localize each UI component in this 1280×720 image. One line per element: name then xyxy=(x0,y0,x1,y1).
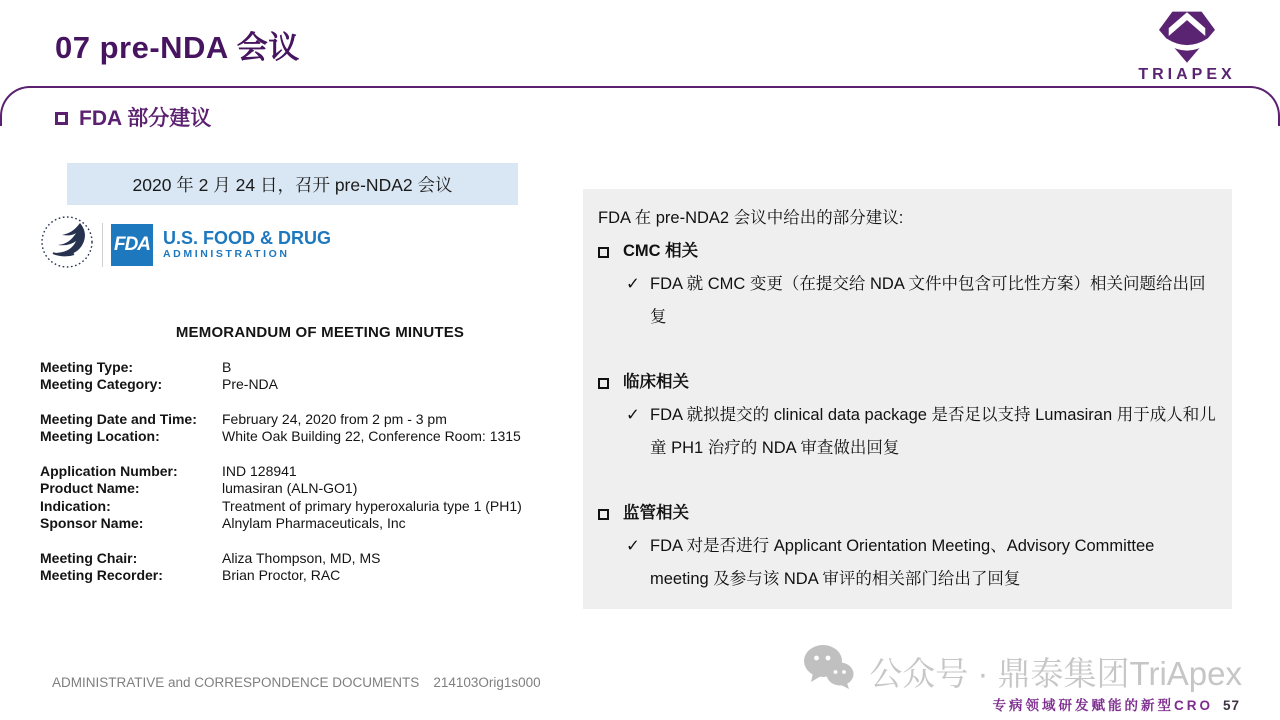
memo-row xyxy=(40,411,600,429)
checkmark-icon: ✓ xyxy=(626,406,640,424)
memo-row xyxy=(40,498,600,516)
memo-label: Sponsor Name: xyxy=(40,515,144,531)
advice-heading-label: CMC 相关 xyxy=(623,242,699,260)
advice-item xyxy=(598,530,1216,596)
advice-heading xyxy=(598,366,1216,399)
advice-section-clinical xyxy=(598,366,1216,465)
advice-heading-label: 监管相关 xyxy=(623,504,689,522)
logo-divider xyxy=(102,223,103,267)
source-citation-text: ADMINISTRATIVE and CORRESPONDENCE DOCUMENTS xyxy=(52,675,420,690)
date-banner xyxy=(67,163,518,205)
memo-row xyxy=(40,480,600,498)
advice-intro: FDA 在 pre-NDA2 会议中给出的部分建议: xyxy=(598,209,904,227)
memo-value: Brian Proctor, RAC xyxy=(222,567,341,583)
memo-row xyxy=(40,550,600,568)
memo-value: Treatment of primary hyperoxaluria type 1 (PH1) xyxy=(222,497,522,514)
memo-row xyxy=(40,463,600,481)
page-number: 57 xyxy=(1222,698,1240,713)
page-title: 07 pre-NDA 会议 xyxy=(55,30,300,65)
memo-group xyxy=(40,359,600,394)
memo-label: Application Number: xyxy=(40,462,178,479)
advice-item-text: FDA 就拟提交的 clinical data package 是否足以支持 Lumasiran 用于成人和儿童 PH1 治疗的 NDA 审查做出回复 xyxy=(650,406,1216,457)
triapex-gem-icon xyxy=(1132,8,1242,64)
advice-section-regulatory xyxy=(598,497,1216,596)
memo-row xyxy=(40,515,600,533)
memo-label: Meeting Date and Time: xyxy=(40,410,197,427)
fda-advice-box xyxy=(583,189,1232,609)
document-id: 214103Orig1s000 xyxy=(433,675,541,690)
wechat-icon xyxy=(803,644,855,698)
memo-label: Indication: xyxy=(40,497,111,514)
memo-value: February 24, 2020 from 2 pm - 3 pm xyxy=(222,410,447,427)
square-bullet-icon xyxy=(55,112,68,125)
memo-label: Meeting Category: xyxy=(40,376,163,392)
section-title xyxy=(55,102,211,132)
advice-item-text: FDA 就 CMC 变更（在提交给 NDA 文件中包含可比性方案）相关问题给出回复 xyxy=(650,275,1206,326)
fda-wordmark-line2: ADMINISTRATION xyxy=(163,248,290,261)
source-citation xyxy=(52,675,541,690)
square-bullet-icon xyxy=(598,378,609,389)
square-bullet-icon xyxy=(598,509,609,520)
memo-label: Meeting Location: xyxy=(40,428,160,444)
memo-label: Meeting Type: xyxy=(40,358,134,375)
memo-title: MEMORANDUM OF MEETING MINUTES xyxy=(175,324,465,341)
memo-row xyxy=(40,567,600,585)
memo-value: Alnylam Pharmaceuticals, Inc xyxy=(222,515,406,531)
memo-group xyxy=(40,550,600,585)
advice-heading-label: 临床相关 xyxy=(623,373,689,391)
watermark-text: 公众号 · 鼎泰集团TriApex xyxy=(869,654,1242,692)
section-title-label: FDA 部分建议 xyxy=(79,107,212,130)
advice-heading xyxy=(598,497,1216,530)
fda-wordmark-line1: U.S. FOOD & DRUG xyxy=(163,227,332,248)
wechat-watermark xyxy=(803,644,1242,698)
company-tagline xyxy=(992,694,1240,714)
advice-item-text: FDA 对是否进行 Applicant Orientation Meeting、Advisory Committee meeting 及参与该 NDA 审评的相关部门给出了回复 xyxy=(650,537,1155,588)
square-bullet-icon xyxy=(598,247,609,258)
memo-row xyxy=(40,359,600,377)
memo-value: B xyxy=(222,358,232,375)
advice-section-cmc xyxy=(598,235,1216,334)
hhs-seal-icon xyxy=(40,215,94,274)
memo-value: Pre-NDA xyxy=(222,376,279,392)
memo-value: lumasiran (ALN-GO1) xyxy=(222,480,358,496)
memo-value: IND 128941 xyxy=(222,462,297,479)
fda-logo xyxy=(40,215,331,274)
memo-value: Aliza Thompson, MD, MS xyxy=(222,549,381,566)
memo-group xyxy=(40,411,600,446)
memo-label: Meeting Recorder: xyxy=(40,567,163,583)
advice-heading xyxy=(598,235,1216,268)
meeting-memo xyxy=(40,324,600,585)
brand-logo xyxy=(1132,8,1242,84)
memo-group xyxy=(40,463,600,533)
memo-row xyxy=(40,376,600,394)
advice-item xyxy=(598,399,1216,465)
tagline-text: 专病领域研发赋能的新型CRO xyxy=(992,698,1213,713)
checkmark-icon: ✓ xyxy=(626,275,640,293)
memo-label: Product Name: xyxy=(40,480,140,496)
fda-wordmark xyxy=(161,229,331,261)
memo-label: Meeting Chair: xyxy=(40,549,138,566)
memo-row xyxy=(40,428,600,446)
checkmark-icon: ✓ xyxy=(626,537,640,555)
advice-item xyxy=(598,268,1216,334)
fda-acronym-badge: FDA xyxy=(111,224,153,266)
brand-name: TRIAPEX xyxy=(1138,66,1236,83)
date-banner-text: 2020 年 2 月 24 日，召开 pre-NDA2 会议 xyxy=(132,174,453,195)
memo-value: White Oak Building 22, Conference Room: 1315 xyxy=(222,428,521,444)
